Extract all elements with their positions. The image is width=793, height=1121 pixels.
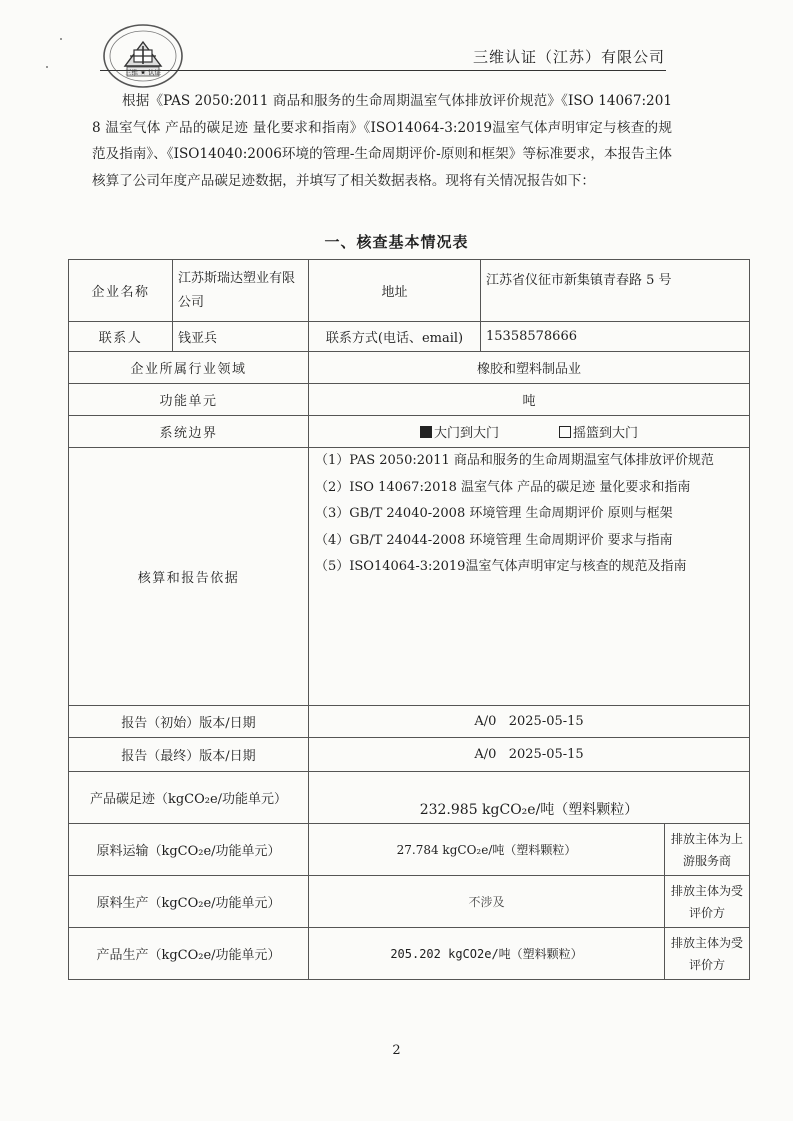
table-row [69, 416, 750, 448]
company-seal-logo [100, 22, 186, 90]
checked-box-icon [420, 426, 432, 438]
basis-list [309, 448, 750, 706]
footprint-value: 232.985 kgCO₂e/吨（塑料颗粒） [309, 772, 750, 824]
final-version-label: 报告（最终）版本/日期 [69, 738, 309, 772]
page-number: 2 [392, 1043, 401, 1058]
boundary-label: 系统边界 [69, 416, 309, 448]
basis-label: 核算和报告依据 [69, 448, 309, 706]
company-name-value: 江苏斯瑞达塑业有限公司 [173, 260, 309, 322]
basis-item: （4）GB/T 24044-2008 环境管理 生命周期评价 要求与指南 [315, 532, 673, 548]
table-row [69, 824, 750, 876]
company-name-label: 企业名称 [69, 260, 173, 322]
boundary-option-cradle-to-gate: 摇篮到大门 [559, 422, 638, 441]
address-value: 江苏省仪征市新集镇青春路 5 号 [481, 260, 750, 322]
raw-transport-note: 排放主体为上游服务商 [665, 824, 750, 876]
boundary-option-gate-to-gate: 大门到大门 [420, 422, 499, 441]
raw-production-note: 排放主体为受评价方 [665, 876, 750, 928]
final-version-value: A/0 2025-05-15 [309, 738, 750, 772]
verification-info-table [68, 259, 750, 980]
scan-speck [46, 66, 48, 68]
contact-label: 联系人 [69, 322, 173, 352]
basis-item: （3）GB/T 24040-2008 环境管理 生命周期评价 原则与框架 [315, 506, 673, 521]
table-row [69, 738, 750, 772]
boundary-options [309, 416, 750, 448]
svg-text:三维 ★ 认证: 三维 ★ 认证 [125, 68, 161, 77]
table-row [69, 384, 750, 416]
scan-speck [60, 38, 62, 40]
intro-paragraph: 根据《PAS 2050:2011 商品和服务的生命周期温室气体排放评价规范》《ISO 14067:2018 温室气体 产品的碳足迹 量化要求和指南》《ISO14064-3:2019温室气体声明审定与核查的规范及指南》、《ISO14040:2006环境的管理-生命周期评价-原则和框架》等标准要求，本报告主体核算了公司年度产品碳足迹数据，并填写了相关数据表格。现将有关情况报告如下： [92, 93, 672, 189]
raw-transport-value: 27.784 kgCO₂e/吨（塑料颗粒） [309, 824, 665, 876]
contact-method-label: 联系方式(电话、email) [309, 322, 481, 352]
product-production-value: 205.202 kgCO2e/吨（塑料颗粒） [309, 928, 665, 980]
table-row [69, 352, 750, 384]
table-row [69, 706, 750, 738]
basis-item: （1）PAS 2050:2011 商品和服务的生命周期温室气体排放评价规范 [315, 453, 714, 468]
section-title: 一、核查基本情况表 [324, 233, 469, 251]
initial-version-value: A/0 2025-05-15 [309, 706, 750, 738]
address-label: 地址 [309, 260, 481, 322]
table-row [69, 876, 750, 928]
footprint-label: 产品碳足迹（kgCO₂e/功能单元） [69, 772, 309, 824]
initial-version-label: 报告（初始）版本/日期 [69, 706, 309, 738]
basis-item: （2）ISO 14067:2018 温室气体 产品的碳足迹 量化要求和指南 [315, 479, 691, 495]
unchecked-box-icon [559, 426, 571, 438]
table-row [69, 448, 750, 706]
raw-production-value: 不涉及 [309, 876, 665, 928]
table-row [69, 928, 750, 980]
product-production-label: 产品生产（kgCO₂e/功能单元） [69, 928, 309, 980]
table-row [69, 260, 750, 322]
raw-production-label: 原料生产（kgCO₂e/功能单元） [69, 876, 309, 928]
contact-value: 钱亚兵 [173, 322, 309, 352]
industry-label: 企业所属行业领域 [69, 352, 309, 384]
table-row [69, 772, 750, 824]
raw-transport-label: 原料运输（kgCO₂e/功能单元） [69, 824, 309, 876]
functional-unit-label: 功能单元 [69, 384, 309, 416]
company-name-header: 三维认证（江苏）有限公司 [472, 48, 665, 66]
phone-value: 15358578666 [481, 322, 750, 352]
header-divider [100, 70, 666, 71]
industry-value: 橡胶和塑料制品业 [309, 352, 750, 384]
product-production-note: 排放主体为受评价方 [665, 928, 750, 980]
functional-unit-value: 吨 [309, 384, 750, 416]
basis-item: （5）ISO14064-3:2019温室气体声明审定与核查的规范及指南 [315, 559, 687, 574]
table-row [69, 322, 750, 352]
